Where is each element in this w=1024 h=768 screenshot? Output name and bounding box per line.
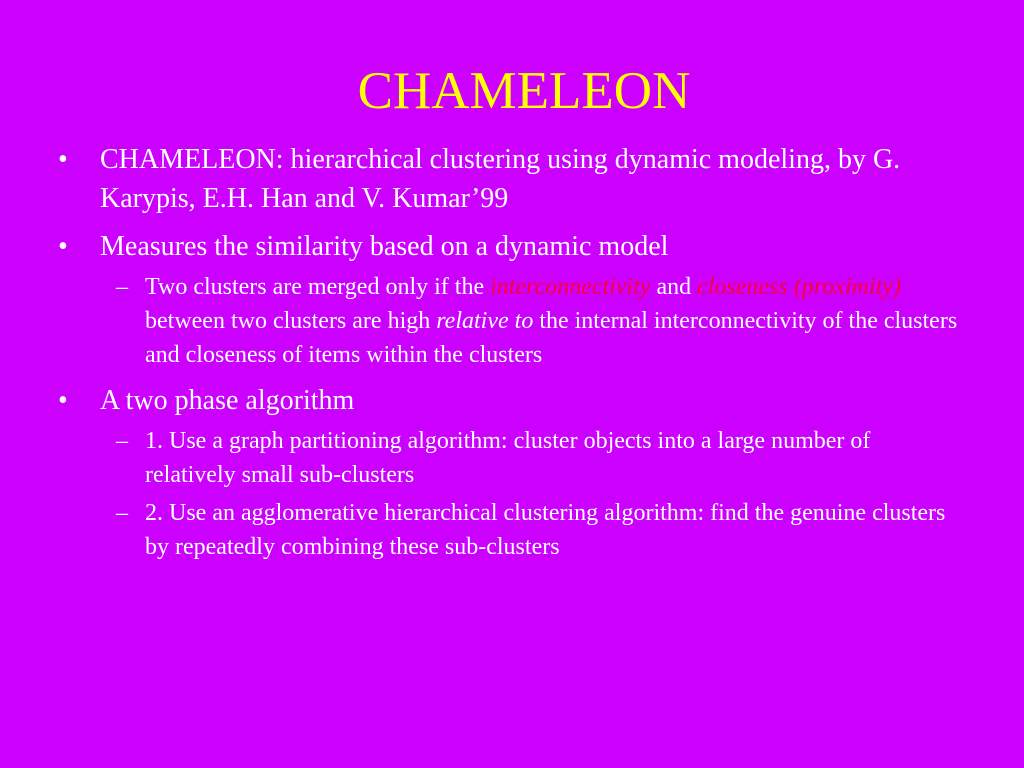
bullet-text: Measures the similarity based on a dynamic model: [100, 231, 669, 262]
bullet-text: A two phase algorithm: [100, 385, 355, 416]
sub-bullet-text-part: between two clusters are high: [145, 308, 437, 334]
sub-bullet-item: [104, 270, 958, 372]
slide-body: [58, 140, 958, 564]
sub-bullet-marker: –: [116, 500, 128, 526]
italic-relative-to: relative to: [436, 308, 534, 334]
sub-bullet-item: [104, 424, 958, 492]
bullet-item: [58, 381, 958, 420]
sub-bullet-text-part: the internal interconnectivity of the clusters and closeness of items within the clusters: [145, 308, 958, 368]
slide-title: CHAMELEON: [357, 62, 691, 120]
sub-bullet-item: [104, 496, 958, 564]
sub-bullet-text-part: Two clusters are merged only if the: [145, 274, 491, 300]
bullet-marker: •: [58, 231, 68, 262]
highlight-interconnectivity: interconnectivity: [490, 274, 651, 300]
bullet-item: [58, 227, 958, 266]
highlight-closeness: closeness (proximity): [697, 274, 901, 300]
sub-bullet-text-part: and: [650, 274, 698, 300]
bullet-text: CHAMELEON: hierarchical clustering using dynamic modeling, by G. Karypis, E.H. Han and V. Kumar’99: [100, 144, 901, 214]
sub-bullet-marker: –: [116, 274, 128, 300]
sub-bullet-text: 1. Use a graph partitioning algorithm: cluster objects into a large number of relatively small sub-clusters: [145, 428, 871, 488]
sub-bullet-text: 2. Use an agglomerative hierarchical clustering algorithm: find the genuine clusters by repeatedly combining these sub-clusters: [145, 500, 946, 560]
bullet-marker: •: [58, 144, 68, 175]
sub-bullet-marker: –: [116, 428, 128, 454]
bullet-item: [58, 140, 958, 218]
bullet-marker: •: [58, 385, 68, 416]
